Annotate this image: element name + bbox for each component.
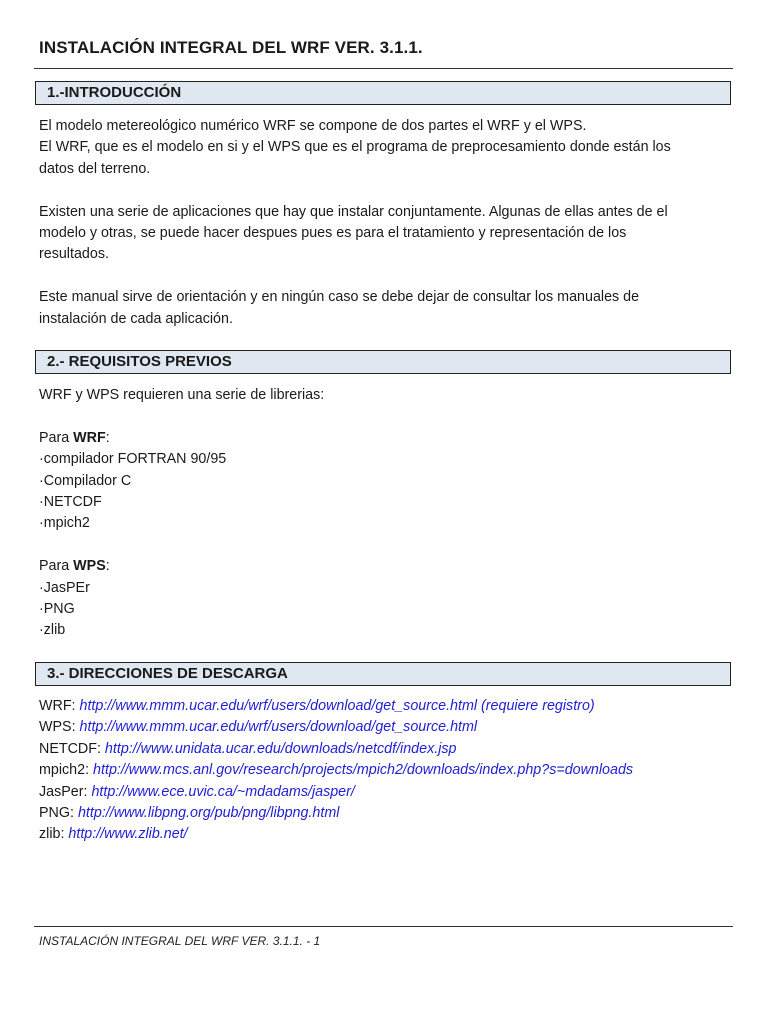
requirement-item: ·Compilador C: [39, 472, 132, 489]
document-title: INSTALACIÓN INTEGRAL DEL WRF VER. 3.1.1.: [39, 38, 423, 57]
paragraph-gap: [39, 535, 729, 556]
group-name: WPS: [73, 558, 106, 575]
title-divider: [34, 68, 733, 69]
section-heading-requisitos: 2.- REQUISITOS PREVIOS: [35, 350, 731, 374]
download-link[interactable]: http://www.mcs.anl.gov/research/projects/mpich2/downloads/index.php?s=downloads: [93, 762, 634, 779]
paragraph-gap: [39, 266, 729, 287]
paragraph-line: modelo y otras, se puede hacer despues pues es para el tratamiento y representación de los: [39, 224, 627, 241]
requirement-item: ·compilador FORTRAN 90/95: [39, 451, 227, 468]
footer-divider: [34, 926, 733, 927]
download-entry-netcdf: [39, 739, 729, 760]
paragraph-line: Existen una serie de aplicaciones que hay que instalar conjuntamente. Algunas de ellas antes de el: [39, 203, 668, 220]
section-heading-introduccion: 1.-INTRODUCCIÓN: [35, 81, 731, 105]
group-suffix: :: [105, 429, 110, 446]
download-label: WPS:: [39, 719, 80, 736]
paragraph-line: El WRF, que es el modelo en si y el WPS que es el programa de preprocesamiento donde están los: [39, 139, 671, 156]
download-label: JasPer:: [39, 783, 92, 800]
section-body-descarga: [39, 696, 729, 846]
section-body-requisitos: [39, 385, 729, 642]
download-entry-wrf: [39, 696, 729, 717]
download-label: mpich2:: [39, 762, 94, 779]
download-label: zlib:: [39, 826, 69, 843]
group-prefix: Para: [39, 558, 74, 575]
download-link[interactable]: http://www.zlib.net/: [68, 826, 188, 843]
requirements-intro: WRF y WPS requieren una serie de librerias:: [39, 387, 325, 403]
requirement-item: ·PNG: [39, 600, 75, 617]
download-label: WRF:: [39, 698, 80, 714]
paragraph-gap: [39, 406, 729, 427]
group-name: WRF: [73, 429, 106, 446]
paragraph-line: resultados.: [39, 246, 109, 263]
section-heading-descarga: 3.- DIRECCIONES DE DESCARGA: [35, 662, 731, 686]
requirement-item: ·mpich2: [39, 515, 90, 532]
download-entry-jasper: [39, 782, 729, 803]
group-suffix: :: [105, 558, 110, 575]
download-entry-zlib: [39, 824, 729, 845]
download-link[interactable]: http://www.mmm.ucar.edu/wrf/users/download/get_source.html: [79, 719, 478, 736]
paragraph-line: instalación de cada aplicación.: [39, 310, 233, 327]
requirement-item: ·NETCDF: [39, 493, 102, 510]
requirements-group-wrf: [39, 428, 729, 449]
download-link[interactable]: http://www.ece.uvic.ca/~mdadams/jasper/: [91, 783, 355, 800]
requirements-group-wps: [39, 556, 729, 577]
download-entry-mpich2: [39, 760, 729, 781]
download-link[interactable]: http://www.mmm.ucar.edu/wrf/users/download/get_source.html (requiere registro): [79, 698, 595, 714]
download-label: PNG:: [39, 804, 78, 821]
paragraph-line: datos del terreno.: [39, 160, 151, 177]
download-label: NETCDF:: [39, 740, 105, 757]
paragraph-line: El modelo metereológico numérico WRF se compone de dos partes el WRF y el WPS.: [39, 118, 587, 134]
requirement-item: ·zlib: [39, 622, 66, 639]
page-footer: INSTALACIÓN INTEGRAL DEL WRF VER. 3.1.1. - 1: [39, 934, 321, 948]
paragraph-gap: [39, 180, 729, 201]
section-body-introduccion: [39, 116, 729, 330]
paragraph-line: Este manual sirve de orientación y en ningún caso se debe dejar de consultar los manuales de: [39, 289, 640, 306]
download-link[interactable]: http://www.libpng.org/pub/png/libpng.html: [77, 804, 340, 821]
requirement-item: ·JasPEr: [39, 579, 90, 596]
download-entry-png: [39, 803, 729, 824]
download-entry-wps: [39, 717, 729, 738]
download-link[interactable]: http://www.unidata.ucar.edu/downloads/netcdf/index.jsp: [104, 740, 457, 757]
group-prefix: Para: [39, 429, 74, 446]
